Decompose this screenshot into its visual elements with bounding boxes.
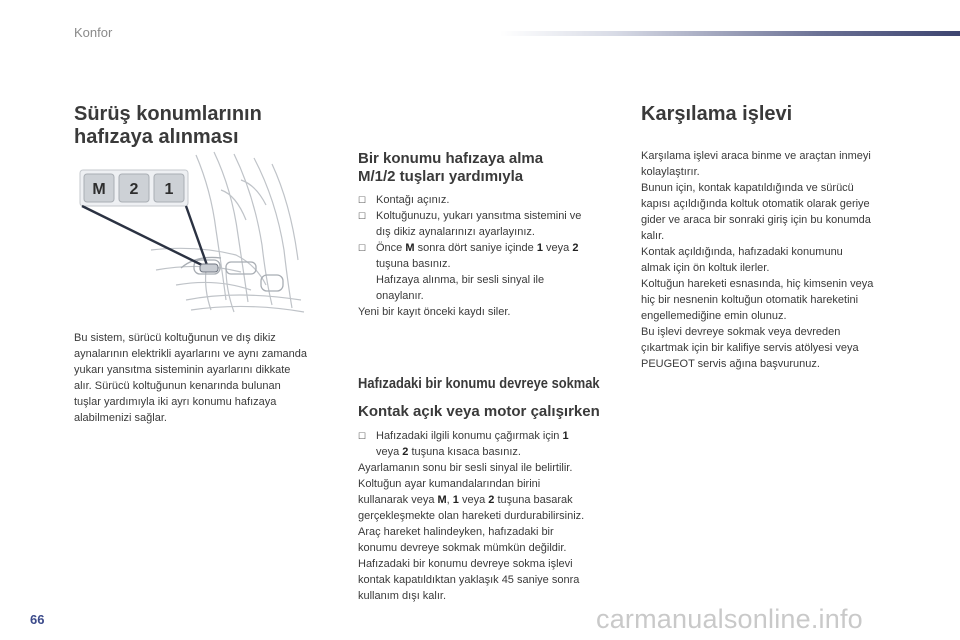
recall-line: Araç hareket halindeyken, hafızadaki bir [358,526,554,538]
seat-memory-illustration [76,150,306,315]
memory-button-1-label: 1 [164,181,174,198]
middle-steps [358,192,633,320]
left-body-line: aynalarının elektrikli ayarlarını ve aynı zamanda [74,348,307,360]
checkbox-bullet-icon: ☐ [358,211,367,221]
recall-line: Koltuğun ayar kumandalarından birini [358,478,541,490]
recall-step-line1: Hafızadaki ilgili konumu çağırmak için 1 [376,430,569,442]
step-3-line3: Hafızaya alınma, bir sesli sinyal ile [376,274,545,286]
left-heading-line2: hafızaya alınması [74,126,239,148]
checkbox-bullet-icon: ☐ [358,243,367,253]
step-3-line4: onaylanır. [376,290,424,302]
checkbox-bullet-icon: ☐ [358,431,367,441]
seat-illustration-svg [76,150,306,315]
header-divider [500,31,960,36]
middle-heading-line1: Bir konumu hafızaya alma [358,150,544,167]
memory-button-2-label: 2 [129,181,139,198]
checkbox-bullet-icon: ☐ [358,195,367,205]
right-line: Bunun için, kontak kapatıldığında ve sürücü [641,182,854,194]
left-heading-line1: Sürüş konumlarının [74,103,262,125]
recall-line: Ayarlamanın sonu bir sesli sinyal ile belirtilir. [358,462,573,474]
recall-line: kullanım dışı kalır. [358,590,447,602]
recall-step [358,428,633,460]
right-line: kolaylaştırır. [641,166,700,178]
recall-body [358,428,633,604]
recall-line: Hafızadaki bir konumu devreye sokma işlevi [358,558,573,570]
right-line: gider ve araca bir sonraki giriş için bu konumda [641,214,871,226]
right-line: Bu işlevi devreye sokmak veya devreden [641,326,841,338]
left-body-line: tuşlar yardımıyla iki ayrı konumu hafızaya [74,396,277,408]
recall-subheading: Kontak açık veya motor çalışırken [358,403,600,420]
left-heading [74,103,262,149]
right-heading: Karşılama işlevi [641,103,793,125]
recall-line: gerçekleşmekte olan hareketi durdurabilirsiniz. [358,510,585,522]
left-body-line: alabilmenizi sağlar. [74,412,167,424]
recall-heading: Hafızadaki bir konumu devreye sokmak [358,375,600,392]
recall-step-line2: veya 2 tuşuna kısaca basınız. [376,446,521,458]
right-body [641,148,916,372]
right-line: almak için ön koltuk ilerler. [641,262,770,274]
left-body-line: alır. Sürücü koltuğunun kenarında bulunan [74,380,281,392]
recall-line: kontak kapatıldıktan yaklaşık 45 saniye sonra [358,574,580,586]
left-body-line: Bu sistem, sürücü koltuğunun ve dış dikiz [74,332,276,344]
right-line: Karşılama işlevi araca binme ve araçtan inmeyi [641,150,871,162]
step-2 [358,208,633,240]
left-body-line: yukarı yansıtma sisteminin ayarlarını dikkate [74,364,291,376]
middle-heading-line2: M/1/2 tuşları yardımıyla [358,168,524,185]
step-3-line1: Önce M sonra dört saniye içinde 1 veya 2 [376,242,579,254]
callout-lines [82,206,208,268]
right-line: kalır. [641,230,665,242]
recall-line: konumu devreye sokmak mümkün değildir. [358,542,567,554]
memory-button-m [84,174,114,202]
step-2-line1: Koltuğunuzu, yukarı yansıtma sistemini ve [376,210,582,222]
page-number: 66 [30,612,45,627]
recall-line: kullanarak veya M, 1 veya 2 tuşuna basarak [358,494,573,506]
right-line: PEUGEOT servis ağına başvurunuz. [641,358,820,370]
seat-memory-switch [200,264,218,272]
right-line: hiç bir nesnenin koltuğun otomatik hareketini [641,294,859,306]
right-line: engellemediğine emin olunuz. [641,310,787,322]
middle-heading [358,150,543,186]
step-note: Yeni bir kayıt önceki kaydı siler. [358,306,511,318]
memory-button-1 [154,174,184,202]
left-body [74,330,344,426]
watermark: carmanualsonline.info [596,604,863,634]
right-line: çıkartmak için bir kalifiye servis atölyesi veya [641,342,859,354]
section-title: Konfor [74,25,113,40]
step-1 [358,192,633,208]
step-3-line2: tuşuna basınız. [376,258,451,270]
step-2-line2: dış dikiz aynalarınızı ayarlayınız. [376,226,535,238]
right-line: Koltuğun hareketi esnasında, hiç kimsenin veya [641,278,874,290]
step-3 [358,240,633,304]
memory-button-2 [119,174,149,202]
right-line: Kontak açıldığında, hafızadaki konumunu [641,246,843,258]
memory-button-m-label: M [92,181,106,198]
right-line: kapısı açıldığında koltuk otomatik olarak geriye [641,198,870,210]
step-1-text: Kontağı açınız. [376,194,450,206]
